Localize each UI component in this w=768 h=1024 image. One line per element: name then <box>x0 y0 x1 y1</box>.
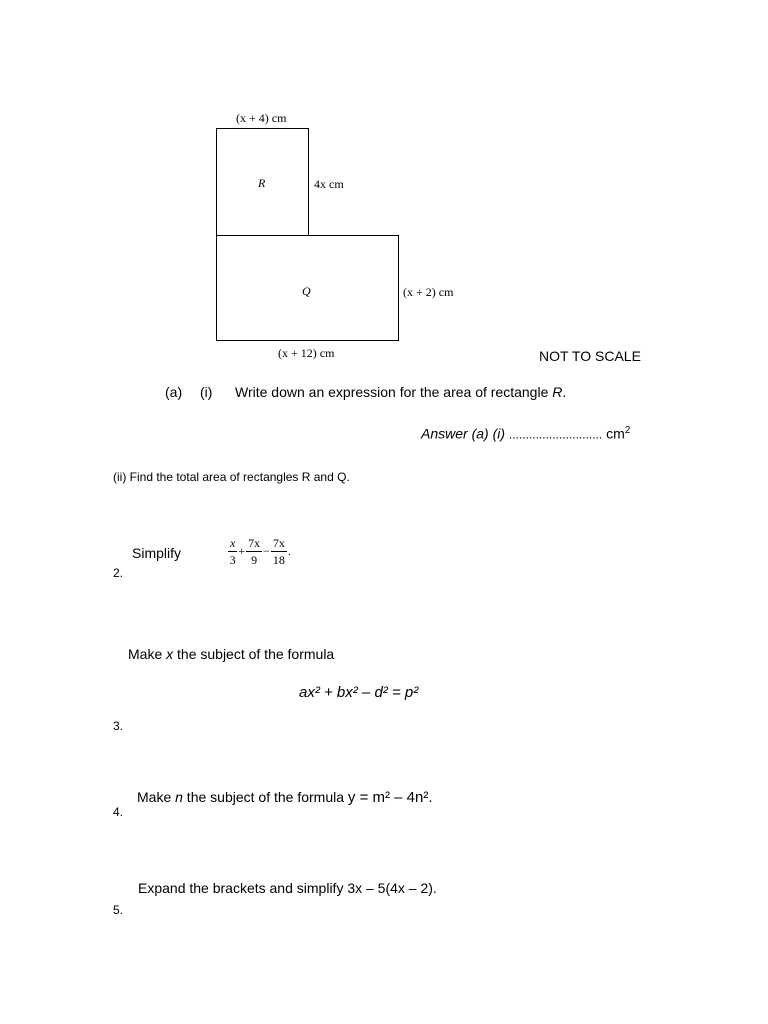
answer-unit-exponent: 2 <box>624 425 631 436</box>
fraction-3-denominator: 18 <box>272 553 285 567</box>
question-1a-text-pre: Write down an expression for the area of rectangle <box>235 384 553 400</box>
fraction-1 <box>228 537 237 566</box>
question-4-text-post: the subject of the formula <box>182 789 348 805</box>
rectangle-r-label: R <box>258 176 266 190</box>
fraction-1-numerator: x <box>230 536 236 550</box>
bottom-width-label: (x + 12) cm <box>278 346 335 360</box>
question-5-number: 5. <box>113 903 124 917</box>
question-3-text <box>128 646 334 662</box>
answer-unit: cm <box>606 425 625 442</box>
question-1a-text <box>235 384 566 400</box>
part-a-label: (a) <box>165 384 183 400</box>
answer-line <box>421 425 630 442</box>
rectangle-q-height-label: (x + 2) cm <box>403 285 454 299</box>
question-1a-text-post: . <box>562 384 567 400</box>
top-width-label: (x + 4) cm <box>236 111 287 125</box>
fraction-expression <box>228 537 292 566</box>
question-2-number: 2. <box>113 566 124 580</box>
question-1b-text: (ii) Find the total area of rectangles R and Q. <box>113 470 350 484</box>
answer-label: Answer (a) (i) <box>421 425 506 442</box>
fraction-2-denominator: 9 <box>251 553 258 567</box>
question-4-text-pre: Make <box>137 789 176 805</box>
fraction-3-numerator: 7x <box>272 536 285 550</box>
fraction-2 <box>246 537 262 566</box>
question-3-text-post: the subject of the formula <box>173 646 335 662</box>
question-4-formula: y = m² – 4n². <box>347 789 433 806</box>
question-5-text: Expand the brackets and simplify 3x – 5(4x – 2). <box>138 880 437 896</box>
answer-dots: ............................ <box>508 427 603 442</box>
question-4-text <box>137 789 433 806</box>
question-3-formula: ax² + bx² – d² = p² <box>299 684 419 701</box>
fraction-3 <box>271 537 287 566</box>
plus-operator: + <box>238 544 246 558</box>
question-4-variable: n <box>175 789 183 805</box>
part-i-label: (i) <box>200 384 213 400</box>
fraction-1-denominator: 3 <box>229 553 236 567</box>
minus-operator: − <box>263 544 270 558</box>
question-3-text-pre: Make <box>128 646 167 662</box>
rectangle-q-label: Q <box>302 284 311 298</box>
question-3-number: 3. <box>113 719 124 733</box>
not-to-scale-note: NOT TO SCALE <box>539 348 641 364</box>
question-4-number: 4. <box>113 805 124 819</box>
question-3-variable: x <box>166 646 174 662</box>
fraction-2-numerator: 7x <box>248 536 261 550</box>
expression-end-period: . <box>287 544 291 558</box>
rectangle-r-height-label: 4x cm <box>314 177 344 191</box>
simplify-label: Simplify <box>132 545 182 561</box>
question-1a-variable: R <box>552 384 563 400</box>
